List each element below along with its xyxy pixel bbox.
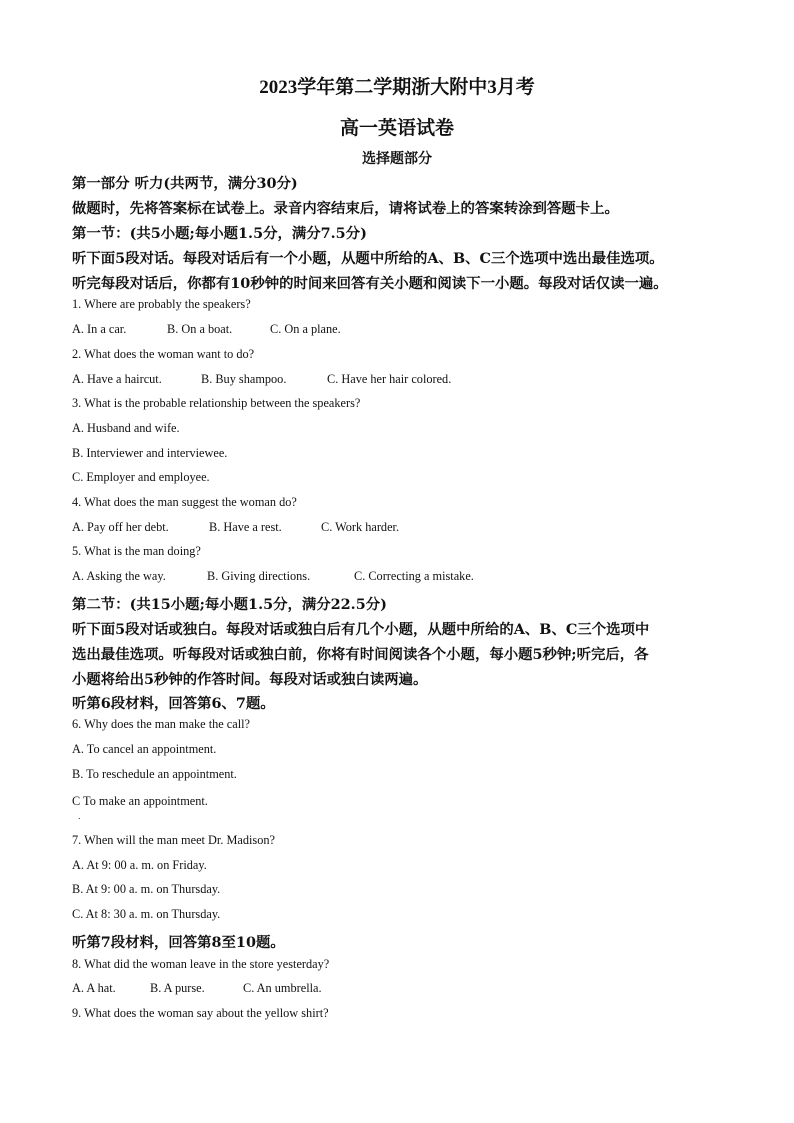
question-2: 2. What does the woman want to do? <box>72 347 255 361</box>
question-7: 7. When will the man meet Dr. Madison? <box>72 833 275 847</box>
section-2-instruction-1: 听下面5段对话或独白。每段对话或独白后有几个小题，从题中所给的A、B、C三个选项中 <box>72 621 650 638</box>
option-a: A. Asking the way. <box>72 569 166 583</box>
question-1-options <box>72 322 734 337</box>
option-c: C. An umbrella. <box>243 981 322 995</box>
exam-subtitle: 高一英语试卷 <box>339 118 454 139</box>
stray-dot: . <box>78 812 81 821</box>
question-4-options <box>72 520 734 535</box>
option-a: A. Pay off her debt. <box>72 520 169 534</box>
question-7-option-a: A. At 9: 00 a. m. on Friday. <box>72 858 207 872</box>
option-a: A. Have a haircut. <box>72 372 162 386</box>
section-1-instruction-1: 听下面5段对话。每段对话后有一个小题，从题中所给的A、B、C三个选项中选出最佳选项。 <box>72 250 664 267</box>
section-2-heading: 第二节：(共15小题;每小题1.5分，满分22.5分) <box>72 596 387 613</box>
question-7-option-c: C. At 8: 30 a. m. on Thursday. <box>72 907 221 921</box>
question-1: 1. Where are probably the speakers? <box>72 297 251 311</box>
question-8: 8. What did the woman leave in the store yesterday? <box>72 957 330 971</box>
part-heading: 选择题部分 <box>362 152 432 167</box>
section-2-instruction-2: 选出最佳选项。听每段对话或独白前，你将有时间阅读各个小题，每小题5秒钟;听完后，各 <box>72 646 649 663</box>
material-6-heading: 听第6段材料，回答第6、7题。 <box>72 695 275 712</box>
question-7-option-b: B. At 9: 00 a. m. on Thursday. <box>72 882 221 896</box>
instruction-text: 做题时，先将答案标在试卷上。录音内容结束后，请将试卷上的答案转涂到答题卡上。 <box>72 200 619 217</box>
option-c: C. Correcting a mistake. <box>354 569 474 583</box>
question-5: 5. What is the man doing? <box>72 544 201 558</box>
question-2-options <box>72 372 734 387</box>
option-b: B. A purse. <box>150 981 205 995</box>
question-3: 3. What is the probable relationship between the speakers? <box>72 396 361 410</box>
option-b: B. Have a rest. <box>209 520 282 534</box>
option-a: A. In a car. <box>72 322 127 336</box>
question-8-options <box>72 981 734 996</box>
section-heading-listening: 第一部分 听力(共两节，满分30分) <box>72 175 298 192</box>
exam-title: 2023学年第二学期浙大附中3月考 <box>259 77 535 98</box>
option-b: B. Buy shampoo. <box>201 372 287 386</box>
option-b: B. On a boat. <box>167 322 233 336</box>
material-7-heading: 听第7段材料，回答第8至10题。 <box>72 934 285 951</box>
section-1-instruction-2: 听完每段对话后，你都有10秒钟的时间来回答有关小题和阅读下一小题。每段对话仅读一遍。 <box>72 275 668 292</box>
question-3-option-a: A. Husband and wife. <box>72 421 180 435</box>
question-4: 4. What does the man suggest the woman do? <box>72 495 297 509</box>
option-a: A. A hat. <box>72 981 116 995</box>
option-b: B. Giving directions. <box>207 569 311 583</box>
option-c: C. Have her hair colored. <box>327 372 452 386</box>
question-6: 6. Why does the man make the call? <box>72 717 251 731</box>
section-2-instruction-3: 小题将给出5秒钟的作答时间。每段对话或独白读两遍。 <box>72 671 428 688</box>
question-6-option-a: A. To cancel an appointment. <box>72 742 217 756</box>
question-5-options <box>72 569 734 584</box>
question-3-option-c: C. Employer and employee. <box>72 470 210 484</box>
question-6-option-b: B. To reschedule an appointment. <box>72 767 237 781</box>
section-1-heading: 第一节：(共5小题;每小题1.5分，满分7.5分) <box>72 225 367 242</box>
question-6-option-c: C To make an appointment. <box>72 794 208 808</box>
question-3-option-b: B. Interviewer and interviewee. <box>72 446 228 460</box>
option-c: C. On a plane. <box>270 322 341 336</box>
option-c: C. Work harder. <box>321 520 400 534</box>
question-9: 9. What does the woman say about the yellow shirt? <box>72 1006 329 1020</box>
